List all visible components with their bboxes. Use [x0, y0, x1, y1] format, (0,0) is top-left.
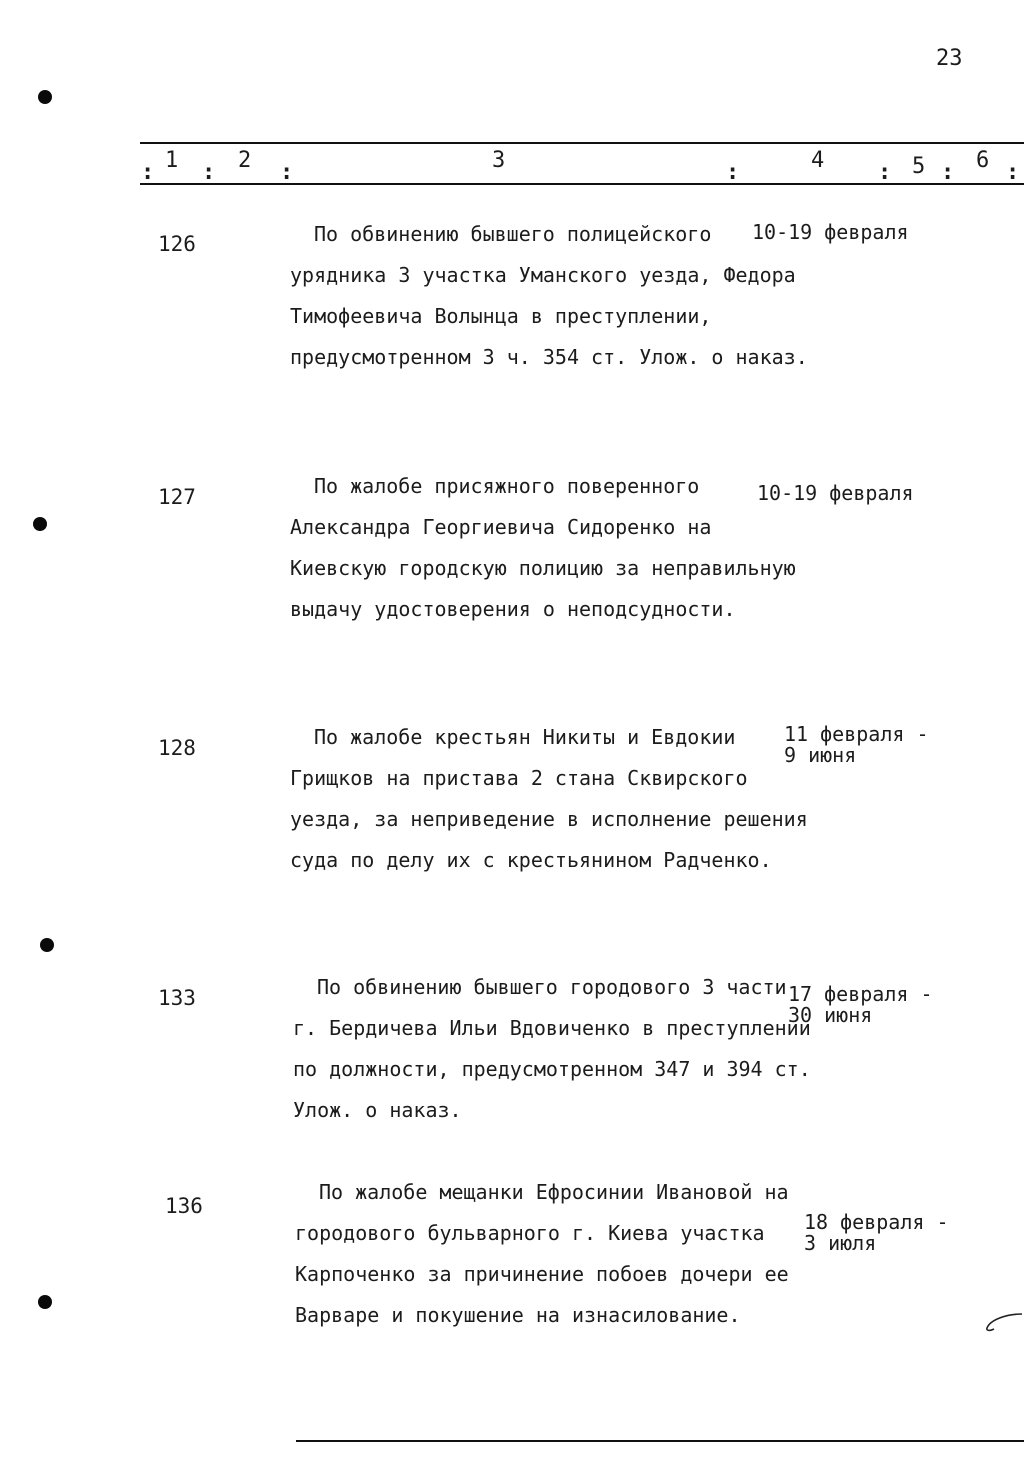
entry-number: 133 [158, 986, 196, 1010]
column-head-2: 2 [238, 148, 252, 173]
footer-rule [296, 1440, 1024, 1442]
entry-description: По обвинению бывшего полицейского урядника 3 участка Уманского уезда, Федора Тимофеевича Волынца в преступлении, предусмотренном 3 ч. 354 ст. Улож. о наказ. [290, 222, 808, 369]
entry-dates [752, 222, 909, 243]
entry-date-start: 10-19 февраля [757, 481, 914, 505]
punch-hole-2 [33, 517, 47, 531]
entry-number: 128 [158, 736, 196, 760]
column-separator: : [202, 160, 216, 185]
entry-date-start: 11 февраля - [784, 722, 929, 746]
column-separator: : [941, 160, 955, 185]
entry-description: По жалобе крестьян Никиты и Евдокии Грищков на пристава 2 стана Сквирского уезда, за неприведение в исполнение решения суда по делу их с крестьянином Радченко. [290, 725, 808, 872]
entry-date-start: 18 февраля - [804, 1210, 949, 1234]
punch-hole-3 [40, 938, 54, 952]
entry-dates [804, 1212, 949, 1254]
column-head-4: 4 [811, 148, 825, 173]
column-head-3: 3 [492, 148, 506, 173]
entry-number: 126 [158, 232, 196, 256]
entry-date-start: 17 февраля - [788, 982, 933, 1006]
entry-description: По обвинению бывшего городового 3 части г. Бердичева Ильи Вдовиченко в преступлении по должности, предусмотренном 347 и 394 ст. Улож. о наказ. [293, 975, 811, 1122]
entry-number: 127 [158, 485, 196, 509]
entry-date-end: 3 июля [804, 1231, 877, 1255]
entry-dates [757, 483, 914, 504]
entry-date-start: 10-19 февраля [752, 220, 909, 244]
entry-description: По жалобе мещанки Ефросинии Ивановой на городового бульварного г. Киева участка Карпоченко за причинение побоев дочери ее Варваре и покушение на изнасилование. [295, 1180, 789, 1327]
column-head-1: 1 [165, 148, 179, 173]
entry-dates [784, 724, 929, 766]
page-number: 23 [936, 46, 963, 71]
entry-date-end: 9 июня [784, 743, 857, 767]
entry-description: По жалобе присяжного поверенного Александра Георгиевича Сидоренко на Киевскую городскую полицию за неправильную выдачу удостоверения о неподсудности. [290, 474, 796, 621]
column-separator: : [726, 160, 740, 185]
entry-date-end: 30 июня [788, 1003, 873, 1027]
punch-hole-4 [38, 1295, 52, 1309]
header-bottom-rule [140, 183, 1024, 185]
header-top-rule [140, 142, 1024, 144]
column-separator: : [878, 160, 892, 185]
column-separator: : [1006, 160, 1020, 185]
column-separator: : [141, 160, 155, 185]
entry-number: 136 [165, 1194, 203, 1218]
entry-dates [788, 984, 933, 1026]
column-head-6: 6 [976, 148, 990, 173]
column-head-5: 5 [912, 154, 926, 179]
column-separator: : [280, 160, 294, 185]
pen-mark-icon [984, 1310, 1024, 1334]
punch-hole-1 [38, 90, 52, 104]
